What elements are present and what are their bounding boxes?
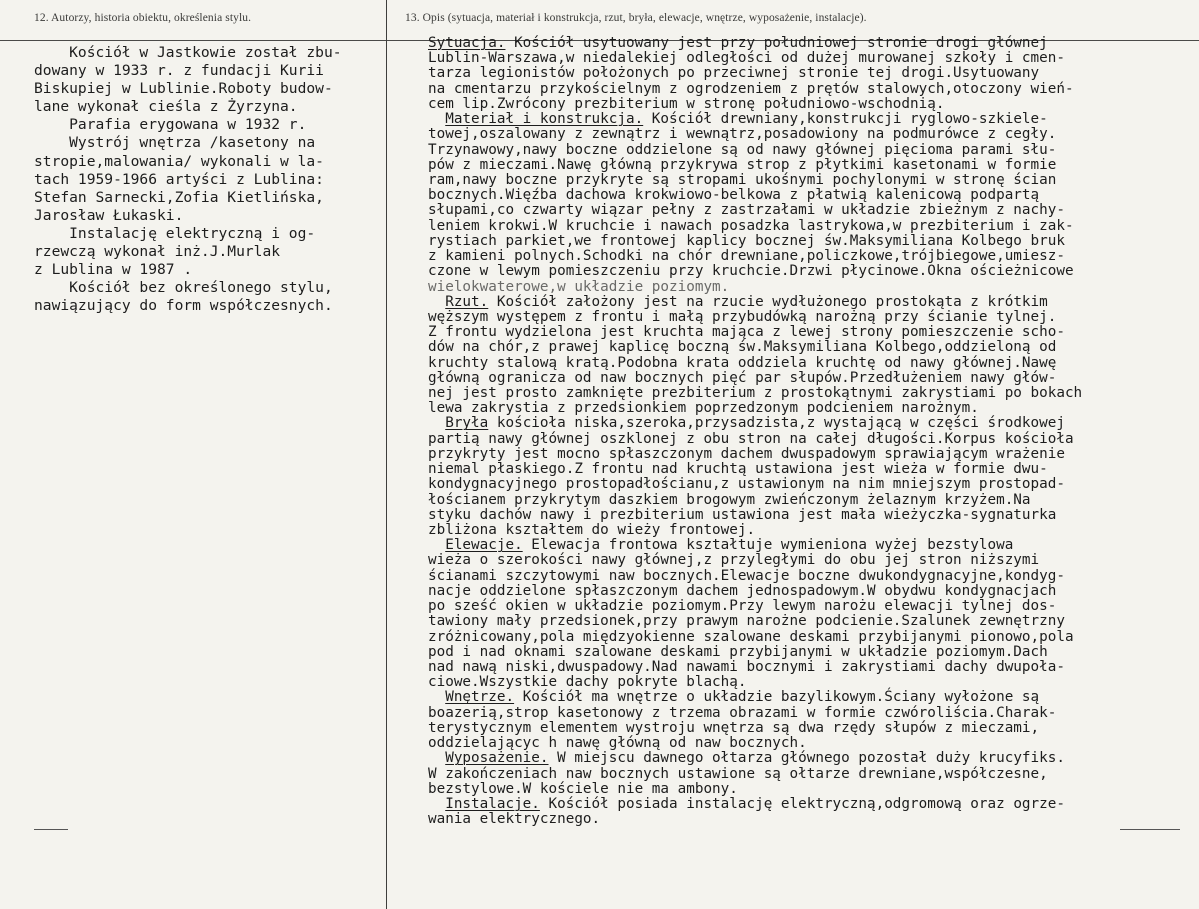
section-12-header: 12. Autorzy, historia obiektu, określenia stylu. (34, 12, 252, 24)
line-text: Stefan Sarnecki,Zofia Kietlińska, (34, 188, 324, 206)
line-text: W zakończeniach naw bocznych ustawione są ołtarze drewniane,współczesne, (428, 765, 1048, 782)
line-text: niemal płaskiego.Z frontu nad kruchtą ustawiona jest wieża w formie dwu- (428, 461, 1048, 478)
line-text: towej,oszalowany z zewnątrz i wewnątrz,posadowiony na podmurówce z cegły. (428, 126, 1057, 143)
right-column-line (428, 371, 1198, 386)
right-column-line (428, 432, 1198, 447)
line-text: czone w lewym pomieszczeniu przy kruchcie.Drzwi płycinowe.Okna ościeżnicowe (428, 263, 1074, 280)
line-text: boazerią,strop kasetonowy z trzema obrazami w formie czwóroliścia.Charak- (428, 704, 1057, 721)
line-text: pów z mieczami.Nawę główną przykrywa strop z płytkimi kasetonami w formie (428, 156, 1057, 173)
right-column-line (428, 706, 1198, 721)
right-column-line (428, 401, 1198, 416)
right-column-line (428, 493, 1198, 508)
line-text (428, 537, 445, 553)
line-text: bezstylowe.W kościele nie ma ambony. (428, 780, 738, 797)
right-column-line (428, 477, 1198, 492)
right-column-line (428, 280, 1198, 295)
line-text (428, 796, 445, 812)
line-text: tarza legionistów położonych po przeciwnej stronie tej drogi.Usytuowany (428, 65, 1040, 82)
line-text: lane wykonał cieśla z Żyrzyna. (34, 98, 298, 116)
line-text: Kościół w Jastkowie został zbu- (34, 44, 342, 61)
right-column-line (428, 295, 1198, 310)
left-bottom-rule (34, 829, 68, 830)
right-column-line (428, 767, 1198, 782)
line-text: zbliżona kształtem do wieży frontowej. (428, 522, 756, 538)
section-13-header: 13. Opis (sytuacja, materiał i konstrukcja, rzut, bryła, elewacje, wnętrze, wyposażenie, instalacje). (405, 12, 867, 24)
line-text: łościanem przykrytym daszkiem brogowym zwieńczonym żelaznym krzyżem.Na (428, 491, 1031, 508)
left-column-line (34, 261, 379, 279)
line-text: Parafia erygowana w 1932 r. (34, 116, 307, 134)
right-column-line (428, 584, 1198, 599)
right-column-line (428, 812, 1198, 827)
right-column-line (428, 249, 1198, 264)
right-column-line (428, 599, 1198, 614)
right-column-line (428, 523, 1198, 538)
line-text: kościoła niska,szeroka,przysadzista,z wystającą w części środkowej (488, 415, 1065, 432)
line-text: z kamieni polnych.Schodki na chór drewniane,policzkowe,trójbiegowe,umiesz- (428, 248, 1065, 265)
right-column-line (428, 97, 1198, 112)
right-column-line (428, 508, 1198, 523)
right-column-line (428, 447, 1198, 462)
right-column-line (428, 416, 1198, 431)
left-column-line (34, 153, 379, 171)
line-text: Kościół posiada instalację elektryczną,odgromową oraz ogrze- (539, 795, 1065, 812)
line-text: wielokwaterowe,w układzie poziomym. (428, 278, 730, 295)
line-text: nad nawą niski,dwuspadowy.Nad nawami bocznymi i zakrystiami dachy dwupoła- (428, 658, 1065, 675)
line-text: oddzielającyc h nawę główną od naw bocznych. (428, 735, 807, 752)
line-text: dowany w 1933 r. z fundacji Kurii (34, 62, 324, 80)
line-text: bocznych.Więźba dachowa krokwiowo-belkowa z płatwią kalenicową podpartą (428, 187, 1040, 204)
line-text: nej jest prosto zamknięte prezbiterium z prostokątnymi zakrystiami po bokach (428, 385, 1083, 402)
left-column-line (34, 116, 379, 134)
section-heading: Wnętrze. (445, 689, 515, 706)
right-column-line (428, 234, 1198, 249)
right-column-line (428, 112, 1198, 127)
right-column-line (428, 36, 1198, 51)
line-text (428, 294, 445, 310)
line-text: ścianami szczytowymi naw bocznych.Elewacje boczne dwukondygnacyjne,kondyg- (428, 567, 1065, 584)
right-column-line (428, 553, 1198, 568)
line-text: ram,nawy boczne przykryte są stropami ukośnymi pochylonymi w stronę ścian (428, 171, 1057, 188)
right-bottom-rule (1120, 829, 1180, 830)
line-text: po sześć okien w układzie poziomym.Przy lewym narożu elewacji tylnej dos- (428, 598, 1057, 615)
right-column-line (428, 645, 1198, 660)
line-text: Kościół bez określonego stylu, (34, 279, 333, 297)
line-text: Lublin-Warszawa,w niedalekiej odległości od dużej murowanej szkoły i cmen- (428, 50, 1065, 67)
right-column-line (428, 158, 1198, 173)
left-column-line (34, 225, 379, 243)
line-text: rzewczą wykonał inż.J.Murlak (34, 243, 281, 261)
line-text: wieża o szerokości nawy głównej,z przyległymi do obu jej stron niższymi (428, 552, 1040, 569)
left-column-line (34, 297, 379, 315)
line-text: stropie,malowania/ wykonali w la- (34, 152, 324, 170)
line-text: pod i nad oknami szalowane deskami przybijanymi w układzie poziomym.Dach (428, 643, 1048, 660)
line-text: Kościół usytuowany jest przy południowej stronie drogi głównej (505, 35, 1048, 51)
line-text (428, 750, 445, 766)
left-column-line (34, 207, 379, 225)
right-column-line (428, 82, 1198, 97)
column-divider (386, 0, 387, 909)
right-column-line (428, 219, 1198, 234)
line-text: kondygnacyjnego prostopadłościanu,z ustawionym na nim mniejszym prostopad- (428, 476, 1065, 493)
line-text: Wystrój wnętrza /kasetony na (34, 134, 316, 152)
right-column-line (428, 340, 1198, 355)
line-text: Jarosław Łukaski. (34, 206, 184, 224)
line-text: słupami,co czwarty wiązar pełny z zastrzałami w układzie zbieżnym z nachy- (428, 202, 1065, 219)
line-text: cem lip.Zwrócony prezbiterium w stronę południowo-wschodnią. (428, 95, 945, 112)
left-column-line (34, 62, 379, 80)
right-column-line (428, 630, 1198, 645)
line-text (428, 689, 445, 705)
left-column-line (34, 44, 379, 62)
left-column-line (34, 189, 379, 207)
right-column-line (428, 690, 1198, 705)
line-text: terystycznym elementem wystroju wnętrza są dwa rzędy słupów z mieczami, (428, 719, 1040, 736)
authors-history-text (34, 44, 379, 315)
right-column-line (428, 325, 1198, 340)
line-text: partią nawy głównej oszklonej z obu stron na całej długości.Korpus kościoła (428, 430, 1074, 447)
right-column-line (428, 386, 1198, 401)
section-heading: Sytuacja. (428, 35, 506, 51)
line-text: nacje oddzielone spłaszczonym dachem jednospadowym.W obydwu kondygnacjach (428, 582, 1057, 599)
right-column-line (428, 310, 1198, 325)
line-text: przykryty jest mocno spłaszczonym dachem dwuspadowym sprawiającym wrażenie (428, 445, 1065, 462)
left-column-line (34, 243, 379, 261)
section-heading: Materiał i konstrukcja. (445, 111, 644, 128)
right-column-line (428, 660, 1198, 675)
left-column-line (34, 98, 379, 116)
line-text: tawiony mały przedsionek,przy prawym narożne podcienie.Szalunek zewnętrzny (428, 613, 1065, 630)
line-text: Instalację elektryczną i og- (34, 224, 316, 242)
line-text: tach 1959-1966 artyści z Lublina: (34, 170, 324, 188)
line-text: wania elektrycznego. (428, 811, 601, 828)
line-text: Kościół ma wnętrze o układzie bazylikowym.Ściany wyłożone są (514, 689, 1040, 706)
right-column-line (428, 51, 1198, 66)
right-column-line (428, 538, 1198, 553)
right-column-line (428, 782, 1198, 797)
left-column-line (34, 171, 379, 189)
line-text: z Lublina w 1987 . (34, 261, 193, 279)
left-column-line (34, 80, 379, 98)
line-text: W miejscu dawnego ołtarza głównego pozostał duży krucyfiks. (548, 750, 1065, 767)
line-text: Elewacja frontowa kształtuje wymieniona wyżej bezstylowa (522, 537, 1014, 554)
section-heading: Elewacje. (445, 537, 523, 554)
line-text: węższym występem z frontu i małą przybudówką narożną przy ścianie tylnej. (428, 308, 1057, 325)
right-column-line (428, 203, 1198, 218)
right-column-line (428, 614, 1198, 629)
right-column-line (428, 143, 1198, 158)
right-column-line (428, 173, 1198, 188)
line-text: styku dachów nawy i prezbiterium ustawiona jest mała wieżyczka-sygnaturka (428, 506, 1057, 523)
line-text: Kościół drewniany,konstrukcji ryglowo-szkiele- (643, 111, 1048, 128)
section-heading: Wyposażenie. (445, 750, 549, 767)
right-column-line (428, 797, 1198, 812)
line-text: lewa zakrystia z przedsionkiem poprzedzonym podcieniem narożnym. (428, 400, 979, 417)
right-column-line (428, 188, 1198, 203)
right-column-line (428, 721, 1198, 736)
line-text: Z frontu wydzielona jest kruchta mająca z lewej strony pomieszczenie scho- (428, 324, 1065, 341)
line-text: Kościół założony jest na rzucie wydłużonego prostokąta z krótkim (488, 293, 1048, 310)
line-text: na cmentarzu przykościelnym z ogrodzeniem z prętów stalowych,otoczony wień- (428, 80, 1074, 97)
right-column-line (428, 66, 1198, 81)
left-column-line (34, 279, 379, 297)
right-column-line (428, 736, 1198, 751)
section-heading: Bryła (445, 415, 489, 432)
line-text (428, 415, 445, 431)
line-text: rystiach parkiet,we frontowej kaplicy bocznej św.Maksymiliana Kolbego bruk (428, 232, 1065, 249)
line-text (428, 111, 445, 127)
section-heading: Rzut. (445, 293, 489, 310)
right-column-line (428, 462, 1198, 477)
section-heading: Instalacje. (445, 795, 540, 812)
description-text (428, 36, 1198, 827)
left-column-line (34, 134, 379, 152)
line-text: nawiązujący do form współczesnych. (34, 297, 333, 315)
right-column-line (428, 751, 1198, 766)
line-text: Biskupiej w Lublinie.Roboty budow- (34, 80, 333, 98)
line-text: zróżnicowany,pola międzyokienne szalowane deskami przybijanymi pionowo,pola (428, 628, 1074, 645)
line-text: ciowe.Wszystkie dachy pokryte blachą. (428, 674, 747, 691)
line-text: główną ogranicza od naw bocznych pięć par słupów.Przedłużeniem nawy głów- (428, 369, 1057, 386)
line-text: leniem krokwi.W kruchcie i nawach posadzka lastrykowa,w prezbiterium i zak- (428, 217, 1074, 234)
right-column-line (428, 264, 1198, 279)
right-column-line (428, 569, 1198, 584)
line-text: Trzynawowy,nawy boczne oddzielone są od nawy głównej pięcioma parami słu- (428, 141, 1057, 158)
right-column-line (428, 356, 1198, 371)
right-column-line (428, 127, 1198, 142)
line-text: kruchty stalową kratą.Podobna krata oddziela kruchtę od nawy głównej.Nawę (428, 354, 1057, 371)
line-text: dów na chór,z prawej kaplicę boczną św.Maksymiliana Kolbego,oddzieloną od (428, 339, 1057, 356)
